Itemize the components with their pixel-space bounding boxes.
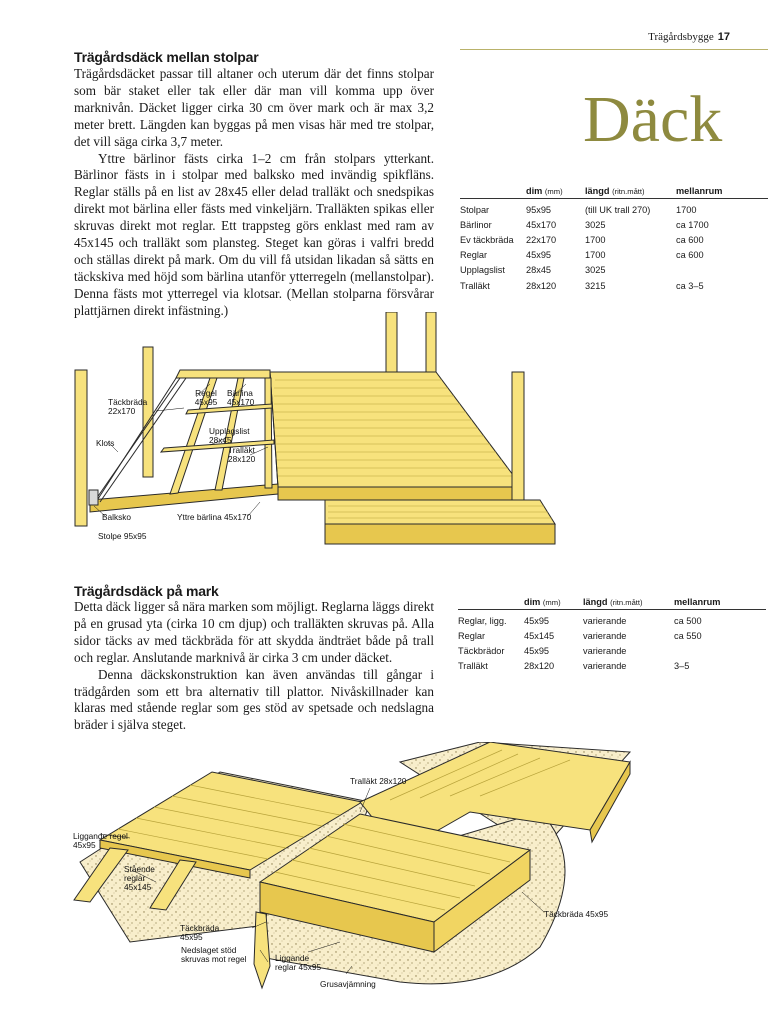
article2-paragraph-2: Denna däckskonstruktion kan även användas till gångar i trädgården som ett bra alternativ till plattor. Nivåskillnader kan klaras med stående reglar som ges stöd av spetsade och nedslagna bräder i själva steget. xyxy=(74,666,434,733)
label-regel: Regel 45x95 xyxy=(194,388,218,407)
article1-body xyxy=(74,66,434,320)
label2-staende-reglar: Stående reglar 45x145 xyxy=(124,864,155,892)
table-row: Ev täckbräda 22x170 1700 ca 600 xyxy=(460,234,704,245)
article2-heading: Trägårdsdäck på mark xyxy=(74,583,219,599)
label-balksko: Balksko xyxy=(102,512,132,522)
article1-heading: Trägårdsdäck mellan stolpar xyxy=(74,49,259,65)
deck-between-posts-illustration xyxy=(60,312,580,552)
page-number: 17 xyxy=(717,31,730,43)
col-length: längd xyxy=(583,597,608,607)
col-length: längd xyxy=(585,186,610,196)
label2-tackbrada-right: Täckbräda 45x95 xyxy=(544,909,609,919)
materials-table-2 xyxy=(458,597,766,674)
table-row: Reglar 45x145 varierande ca 550 xyxy=(458,630,702,641)
table-row: Tralläkt 28x120 3215 ca 3–5 xyxy=(460,280,704,291)
article1-paragraph-1: Trägårdsdäcket passar till altaner och uterum där det finns stolpar som bär staket eller tak eller där man vill komma upp över marknivån. Däcket ligger cirka 30 cm över mark och är max 3,2 meter brett. Längden kan byggas på men visas här med tre stolpar, det vill säga cirka 3,7 meter. xyxy=(74,66,434,149)
page-title: Däck xyxy=(583,83,723,156)
label-tackbrada: Täckbräda 22x170 xyxy=(108,397,148,416)
running-head xyxy=(648,31,730,43)
col-dim: dim xyxy=(524,597,541,607)
label2-grusavjamning: Grusavjämning xyxy=(320,979,376,989)
article2-body xyxy=(74,599,434,734)
materials-table-1 xyxy=(460,186,768,293)
table-row: Reglar, ligg. 45x95 varierande ca 500 xyxy=(458,615,702,626)
col-spacing: mellanrum xyxy=(676,186,723,196)
label2-nedslaget-stod: Nedslaget stöd skruvas mot regel xyxy=(181,945,247,964)
label-yttre-barlina: Yttre bärlina 45x170 xyxy=(177,512,252,522)
label2-tralakt: Tralläkt 28x120 xyxy=(350,776,407,786)
header-rule xyxy=(460,49,768,50)
col-dim: dim xyxy=(526,186,543,196)
table-row: Tralläkt 28x120 varierande 3–5 xyxy=(458,661,690,672)
table-row: Reglar 45x95 1700 ca 600 xyxy=(460,250,704,261)
label-stolpe: Stolpe 95x95 xyxy=(98,531,147,541)
label2-liggande-regel: Liggande regel 45x95 xyxy=(73,831,128,850)
table-row: Upplagslist 28x45 3025 xyxy=(460,265,606,276)
table-row: Bärlinor 45x170 3025 ca 1700 xyxy=(460,219,709,230)
article1-paragraph-2: Yttre bärlinor fästs cirka 1–2 cm från stolpars ytterkant. Bärlinor fästs in i stolpar med balksko med invändig spikfläns. Reglar ställs på en list av 28x45 eller delad tralläkt och snedspikas direkt mot bärlina eller fästs med vinkeljärn. Tralläkten spikas eller skruvas direkt mot reglar. Ett trappsteg görs enklast med ram av 45x145 och tralläkt som plansteg. Steget kan göras i valfri bredd och ställas direkt på mark. Om du vill få utsidan likadan så sätts en täckskiva med höjd som bärlina utanför ytterregeln (mellanstolpar). Denna fästs mot ytterregel via klotsar. (Mellan stolparna försvårar plattjärnen direkt infästning.) xyxy=(74,150,434,318)
label-barlina: Bärlina 45x170 xyxy=(227,388,255,407)
col-spacing: mellanrum xyxy=(674,597,721,607)
section-name: Trägårdsbygge xyxy=(648,31,714,43)
label-tralakt: Tralläkt 28x120 xyxy=(228,445,256,464)
article2-paragraph-1: Detta däck ligger så nära marken som möjligt. Reglarna läggs direkt på en grusad yta (cirka 10 cm djup) och tralläkten skruvas på. Alla sidor täcks av med täckbräda för att skydda ändträet både på trall och reglar. Anslutande marknivå är cirka 3 cm under däcket. xyxy=(74,599,434,665)
table-header-row: dim (mm) längd (ritn.mått) mellanrum xyxy=(458,597,766,610)
table-row: Täckbrädor 45x95 varierande xyxy=(458,645,627,656)
label2-liggande-reglar: Liggande reglar 45x95 xyxy=(275,953,322,972)
table-header-row: dim (mm) längd (ritn.mått) mellanrum xyxy=(460,186,768,199)
label2-tackbrada-left: Täckbräda 45x95 xyxy=(180,923,220,942)
table-row: Stolpar 95x95 (till UK trall 270) 1700 xyxy=(460,204,697,215)
label-klots: Klots xyxy=(96,438,115,448)
label-upplagslist: Upplagslist 28x45 xyxy=(209,426,250,445)
